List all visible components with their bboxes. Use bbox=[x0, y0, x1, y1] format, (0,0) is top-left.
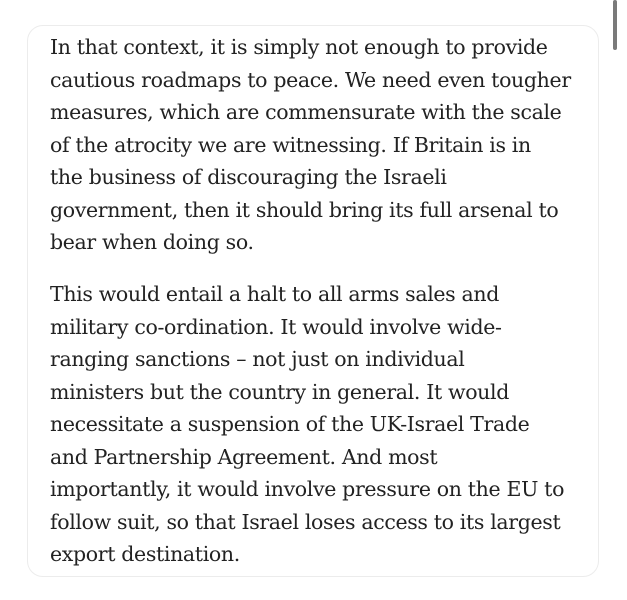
text-line: ranging sanctions – not just on individual bbox=[50, 347, 465, 371]
text-line: export destination. bbox=[50, 542, 240, 566]
text-line: follow suit, so that Israel loses access to its largest bbox=[50, 509, 561, 534]
paragraph-2 bbox=[50, 278, 564, 571]
text-line: government, then it should bring its full arsenal to bbox=[50, 197, 559, 222]
text-line: of the atrocity we are witnessing. If Britain is in bbox=[50, 132, 531, 157]
text-line: measures, which are commensurate with the scale bbox=[50, 100, 562, 124]
text-line: the business of discouraging the Israeli bbox=[50, 165, 447, 189]
text-line: ministers but the country in general. It would bbox=[50, 379, 510, 404]
text-line: military co-ordination. It would involve wide- bbox=[50, 314, 502, 339]
text-line: This would entail a halt to all arms sales and bbox=[50, 282, 500, 306]
article-excerpt-card bbox=[27, 25, 599, 577]
text-line: In that context, it is simply not enough to provide bbox=[50, 35, 548, 59]
text-line: importantly, it would involve pressure on the EU to bbox=[50, 477, 565, 501]
text-line: cautious roadmaps to peace. We need even tougher bbox=[50, 67, 571, 92]
text-line: and Partnership Agreement. And most bbox=[50, 444, 438, 469]
paragraph-1 bbox=[50, 31, 571, 259]
scrollbar-thumb[interactable] bbox=[613, 0, 617, 50]
text-line: necessitate a suspension of the UK-Israel Trade bbox=[50, 412, 530, 436]
text-line: bear when doing so. bbox=[50, 230, 254, 254]
